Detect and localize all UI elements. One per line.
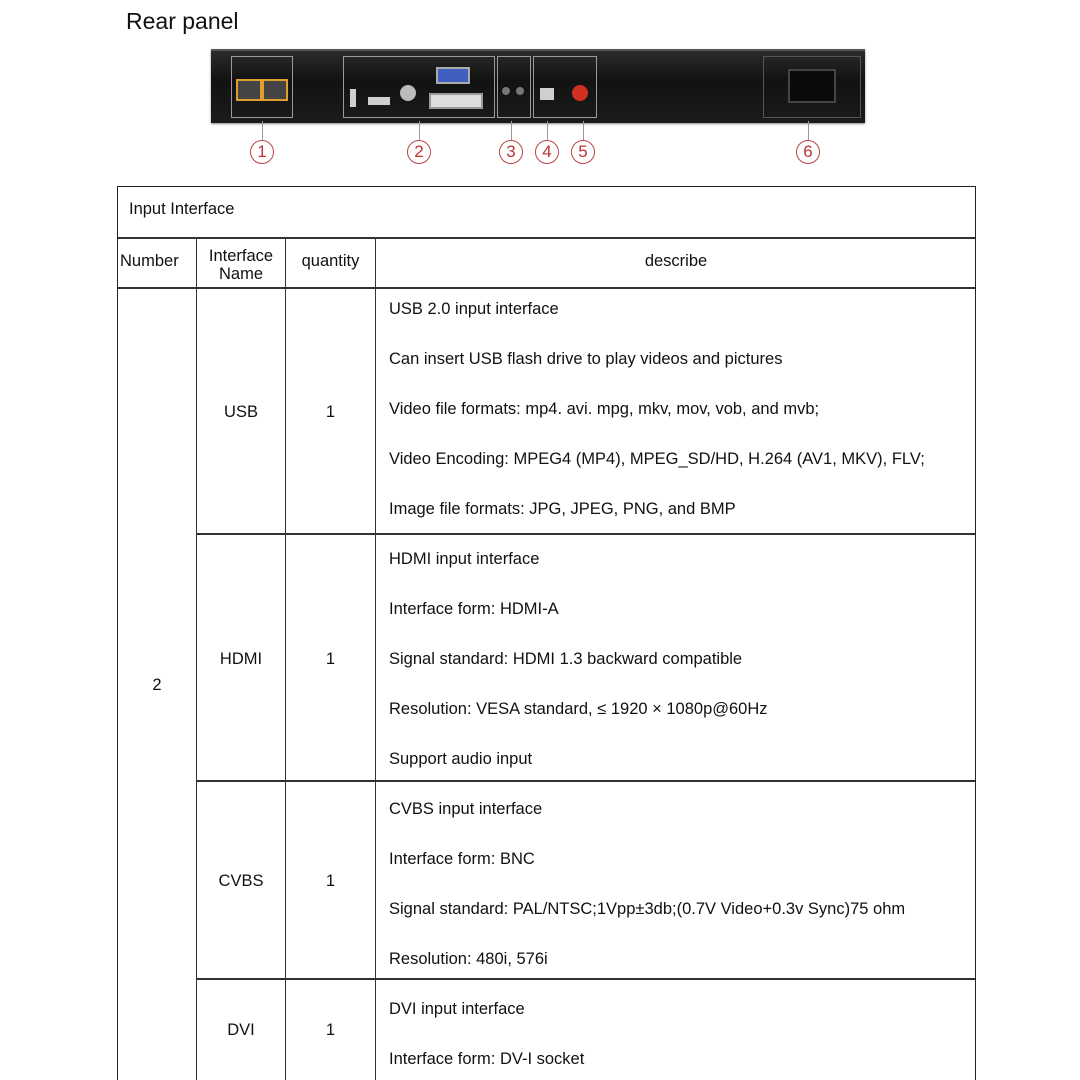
- power-group: [763, 56, 861, 118]
- hdmi-desc-line: Signal standard: HDMI 1.3 backward compatible: [389, 650, 743, 668]
- interface-name-usb: USB: [224, 403, 258, 421]
- ethernet-port-icon: [236, 79, 262, 101]
- callout-leader: [583, 121, 584, 140]
- usb-desc-line: USB 2.0 input interface: [389, 300, 559, 318]
- table-section-title: Input Interface: [129, 200, 235, 218]
- usb-desc-line: Can insert USB flash drive to play videos and pictures: [389, 350, 783, 368]
- reset-button-icon: [572, 85, 588, 101]
- control-group: [533, 56, 597, 118]
- dvi-port-icon: [429, 93, 483, 109]
- video-input-group: [343, 56, 495, 118]
- header-interface-name-line2: Name: [218, 265, 263, 283]
- hdmi-desc-line: HDMI input interface: [389, 550, 540, 568]
- hdmi-desc-line: Resolution: VESA standard, ≤ 1920 × 1080p@60Hz: [389, 700, 768, 718]
- power-socket-icon: [788, 69, 836, 103]
- header-quantity: quantity: [301, 252, 360, 270]
- callout-2: 2: [407, 140, 431, 164]
- header-interface-name-line1: Interface: [208, 247, 274, 265]
- divider: [196, 238, 197, 1080]
- divider: [197, 780, 975, 782]
- interface-name-dvi: DVI: [227, 1021, 255, 1039]
- header-number: Number: [120, 252, 179, 270]
- dvi-desc-line: DVI input interface: [389, 1000, 525, 1018]
- usb-desc-line: Video Encoding: MPEG4 (MP4), MPEG_SD/HD, H.264 (AV1, MKV), FLV;: [389, 450, 925, 468]
- audio-jack-icon: [516, 87, 524, 95]
- vga-port-icon: [436, 67, 470, 84]
- divider: [118, 287, 975, 289]
- divider: [197, 533, 975, 535]
- usb-desc-line: Image file formats: JPG, JPEG, PNG, and BMP: [389, 500, 736, 518]
- cvbs-desc-line: Resolution: 480i, 576i: [389, 950, 548, 968]
- audio-group: [497, 56, 531, 118]
- hdmi-desc-line: Support audio input: [389, 750, 533, 768]
- row-number: 2: [152, 676, 162, 694]
- hdmi-desc-line: Interface form: HDMI-A: [389, 600, 559, 618]
- bnc-port-icon: [400, 85, 416, 101]
- quantity-hdmi: 1: [325, 650, 336, 668]
- quantity-cvbs: 1: [325, 872, 336, 890]
- callout-leader: [547, 121, 548, 140]
- dvi-desc-line: Interface form: DV-I socket: [389, 1050, 585, 1068]
- hdmi-port-icon: [368, 97, 390, 105]
- divider: [197, 978, 975, 980]
- rear-panel-image: [211, 49, 865, 123]
- callout-leader: [511, 121, 512, 140]
- audio-jack-icon: [502, 87, 510, 95]
- page-title: Rear panel: [126, 8, 239, 34]
- callout-leader: [808, 121, 809, 140]
- usb-port-icon: [350, 89, 356, 107]
- interface-name-hdmi: HDMI: [219, 650, 263, 668]
- callout-3: 3: [499, 140, 523, 164]
- usb-b-port-icon: [540, 88, 554, 100]
- quantity-dvi: 1: [325, 1021, 336, 1039]
- input-interface-table: [117, 186, 976, 1080]
- usb-desc-line: Video file formats: mp4. avi. mpg, mkv, mov, vob, and mvb;: [389, 400, 820, 418]
- callout-leader: [262, 121, 263, 140]
- callout-6: 6: [796, 140, 820, 164]
- quantity-usb: 1: [325, 403, 336, 421]
- cvbs-desc-line: CVBS input interface: [389, 800, 543, 818]
- ethernet-group: [231, 56, 293, 118]
- ethernet-port-icon: [262, 79, 288, 101]
- header-interface-name: [198, 247, 284, 283]
- cvbs-desc-line: Signal standard: PAL/NTSC;1Vpp±3db;(0.7V Video+0.3v Sync)75 ohm: [389, 900, 906, 918]
- cvbs-desc-line: Interface form: BNC: [389, 850, 535, 868]
- divider: [118, 237, 975, 239]
- callout-1: 1: [250, 140, 274, 164]
- callout-5: 5: [571, 140, 595, 164]
- header-describe: describe: [644, 252, 708, 270]
- interface-name-cvbs: CVBS: [218, 872, 264, 890]
- divider: [375, 238, 376, 1080]
- callout-4: 4: [535, 140, 559, 164]
- callout-leader: [419, 121, 420, 140]
